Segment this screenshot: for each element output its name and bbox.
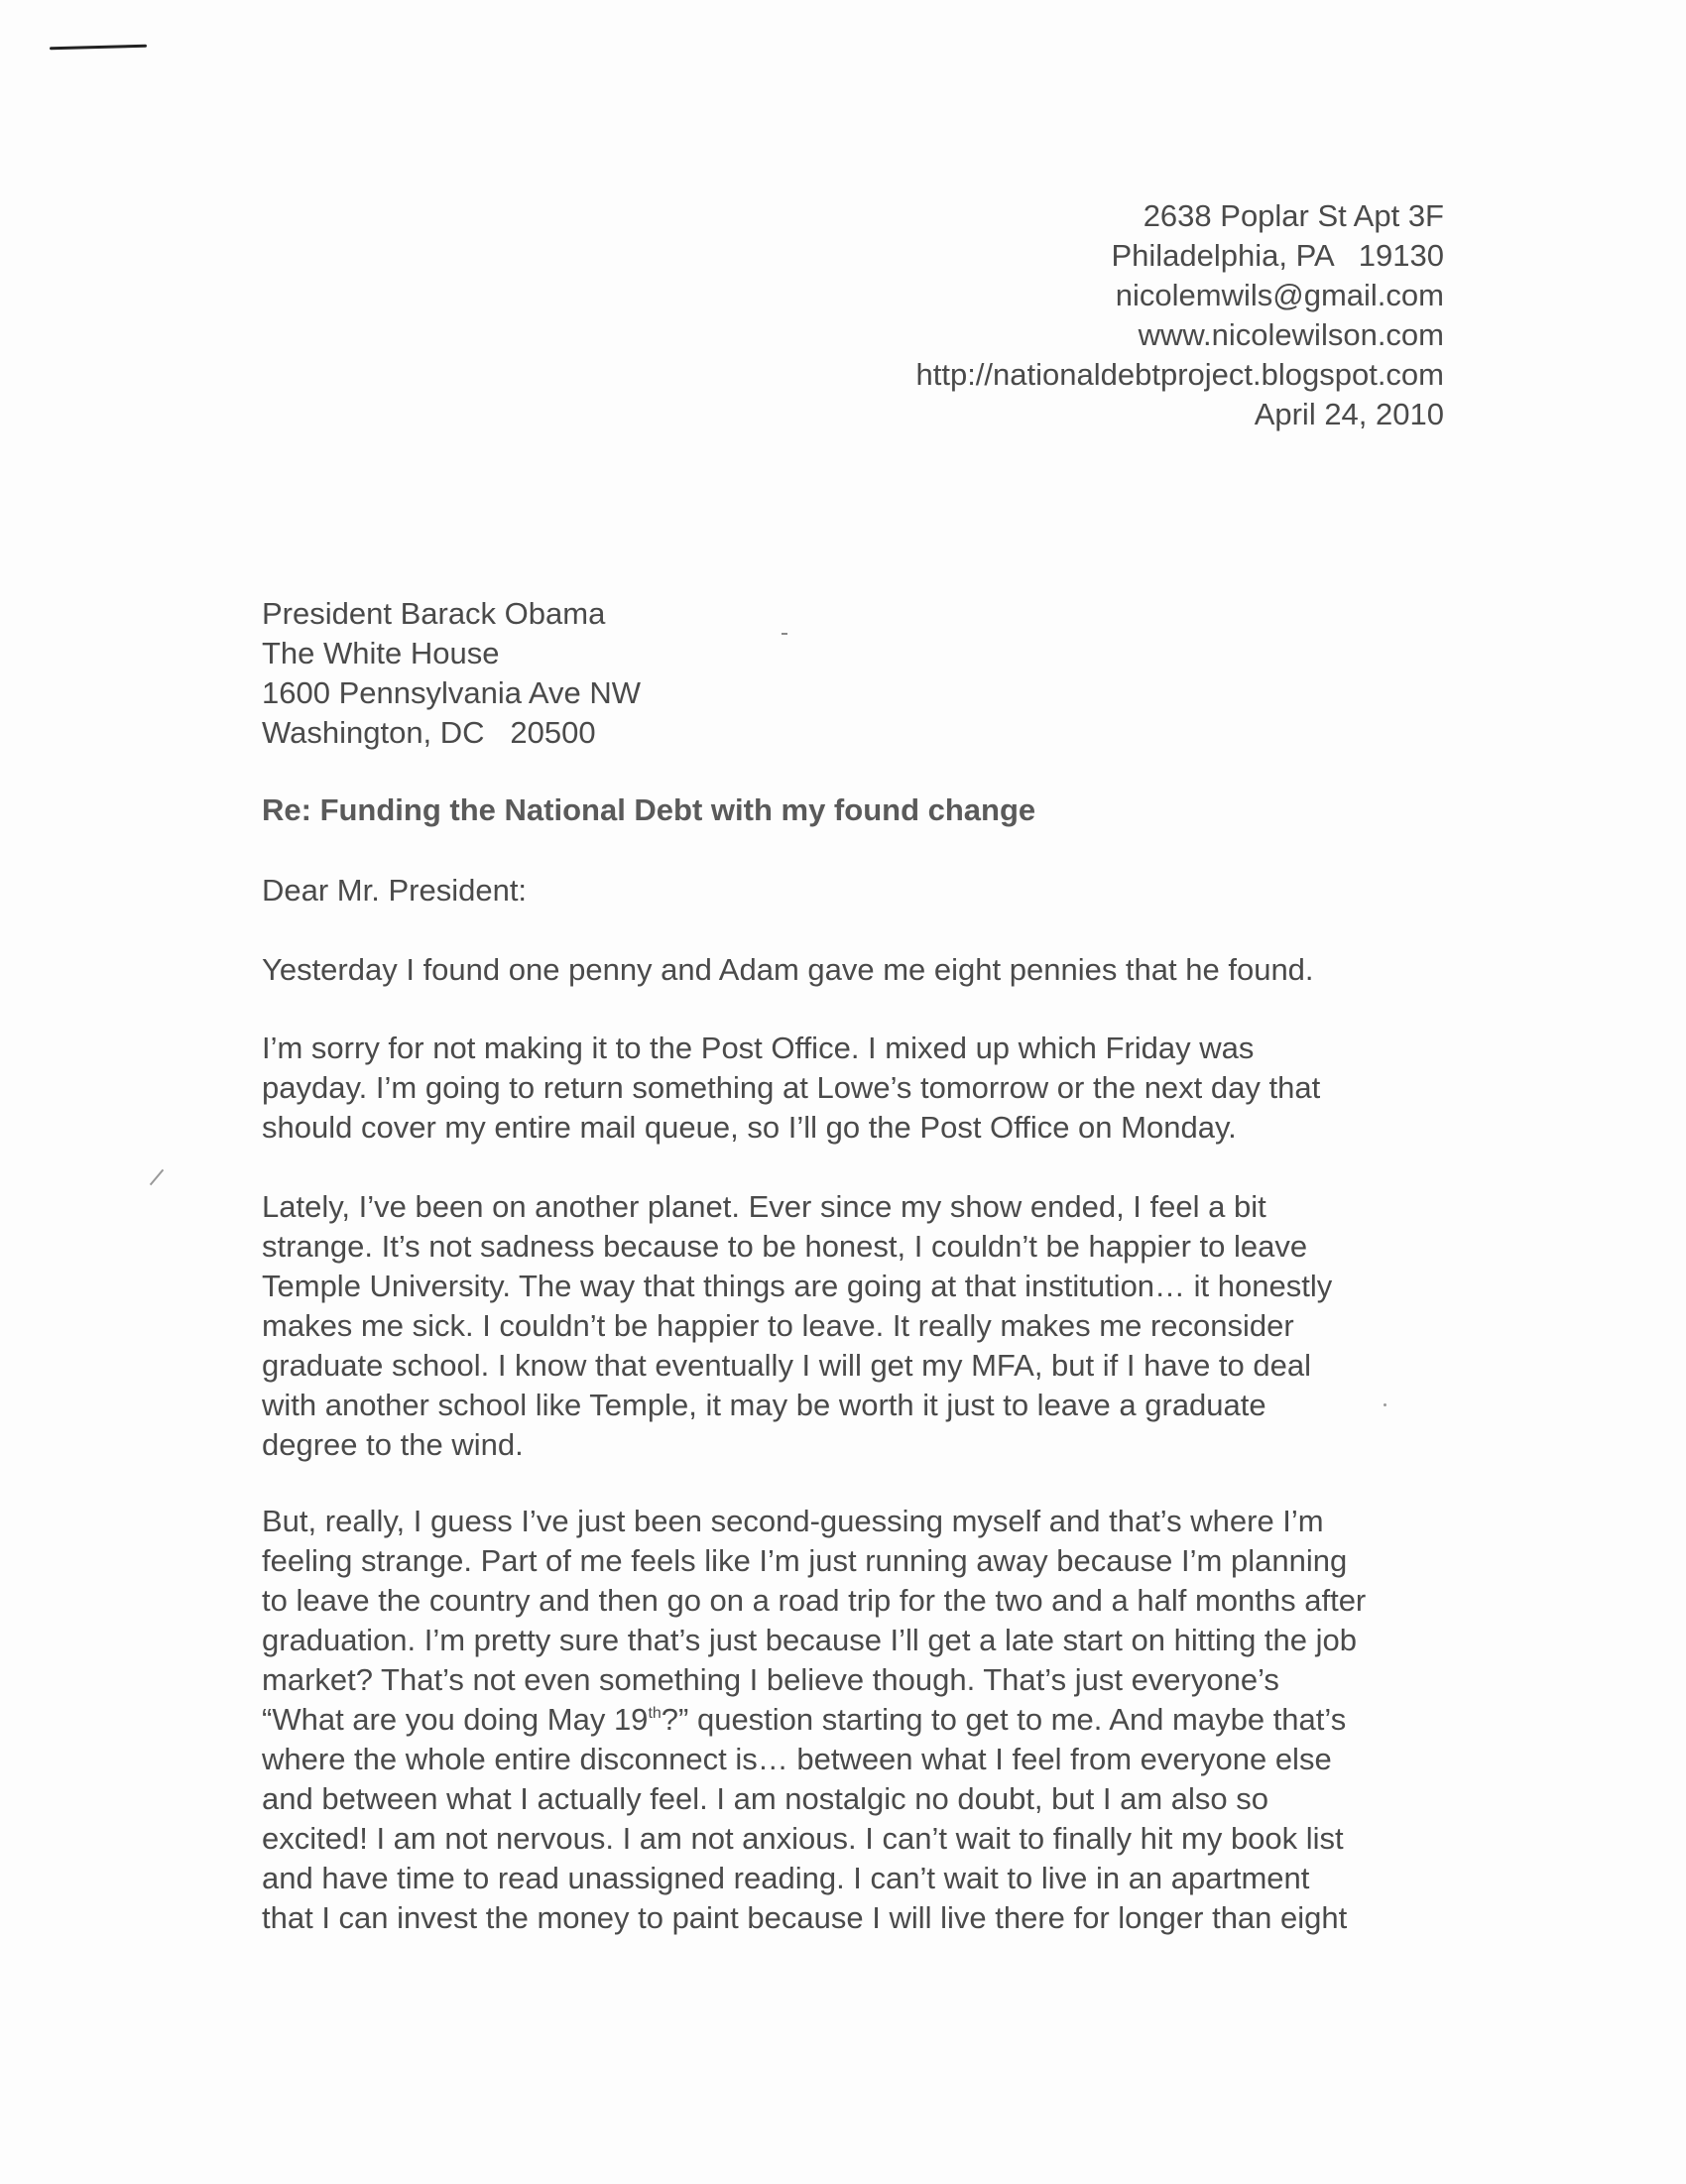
scan-mark [50,45,147,51]
stray-mark [150,1169,164,1186]
recipient-city: Washington, DC 20500 [262,715,596,750]
paragraph-line: payday. I’m going to return something at Lowe’s tomorrow or the next day that [262,1070,1321,1105]
paragraph-4 [262,1502,1452,1938]
recipient-street: 1600 Pennsylvania Ave NW [262,675,641,710]
sender-email: nicolemwils@gmail.com [1115,278,1444,312]
recipient-name: President Barack Obama [262,596,606,631]
sender-blog: http://nationaldebtproject.blogspot.com [915,357,1444,392]
paragraph-line: that I can invest the money to paint because I will live there for longer than eight [262,1900,1348,1935]
stray-mark [782,633,787,635]
paragraph-line: degree to the wind. [262,1427,524,1462]
subject-line: Re: Funding the National Debt with my found change [262,792,1036,827]
paragraph-line: I’m sorry for not making it to the Post Office. I mixed up which Friday was [262,1031,1255,1065]
paragraph-line: market? That’s not even something I believe though. That’s just everyone’s [262,1662,1279,1697]
paragraph-3 [262,1187,1452,1465]
letter-date: April 24, 2010 [1254,397,1444,431]
paragraph-line: with another school like Temple, it may be worth it just to leave a graduate [262,1388,1266,1422]
paragraph-line: Lately, I’ve been on another planet. Ever since my show ended, I feel a bit [262,1189,1266,1224]
sender-city: Philadelphia, PA 19130 [1111,238,1444,273]
paragraph-line: Yesterday I found one penny and Adam gave me eight pennies that he found. [262,952,1314,987]
paragraph-line: and between what I actually feel. I am nostalgic no doubt, but I am also so [262,1781,1268,1816]
paragraph-line [262,1700,1452,1740]
paragraph-line: makes me sick. I couldn’t be happier to leave. It really makes me reconsider [262,1308,1294,1343]
line-text: ?” question starting to get to me. And maybe that’s [661,1702,1347,1737]
recipient-org: The White House [262,636,500,670]
paragraph-line: to leave the country and then go on a road trip for the two and a half months after [262,1583,1367,1618]
paragraph-1 [262,950,1452,990]
sender-street: 2638 Poplar St Apt 3F [1143,198,1444,233]
salutation: Dear Mr. President: [262,873,528,908]
paragraph-line: graduate school. I know that eventually I will get my MFA, but if I have to deal [262,1348,1311,1383]
ordinal-superscript: th [648,1705,662,1722]
paragraph-line: graduation. I’m pretty sure that’s just because I’ll get a late start on hitting the job [262,1623,1357,1657]
paragraph-line: should cover my entire mail queue, so I’ll go the Post Office on Monday. [262,1110,1237,1145]
paragraph-line: But, really, I guess I’ve just been second-guessing myself and that’s where I’m [262,1504,1324,1538]
paragraph-2 [262,1029,1452,1148]
paragraph-line: excited! I am not nervous. I am not anxious. I can’t wait to finally hit my book list [262,1821,1344,1856]
paragraph-line: where the whole entire disconnect is… between what I feel from everyone else [262,1742,1332,1776]
sender-address-block [915,196,1444,434]
sender-website: www.nicolewilson.com [1138,317,1444,352]
paragraph-line: Temple University. The way that things are going at that institution… it honestly [262,1269,1333,1303]
paragraph-line: feeling strange. Part of me feels like I’m just running away because I’m planning [262,1543,1348,1578]
paragraph-line: and have time to read unassigned reading. I can’t wait to live in an apartment [262,1861,1310,1895]
recipient-address-block [262,594,641,753]
paragraph-line: strange. It’s not sadness because to be honest, I couldn’t be happier to leave [262,1229,1308,1264]
line-text: “What are you doing May 19 [262,1702,649,1737]
